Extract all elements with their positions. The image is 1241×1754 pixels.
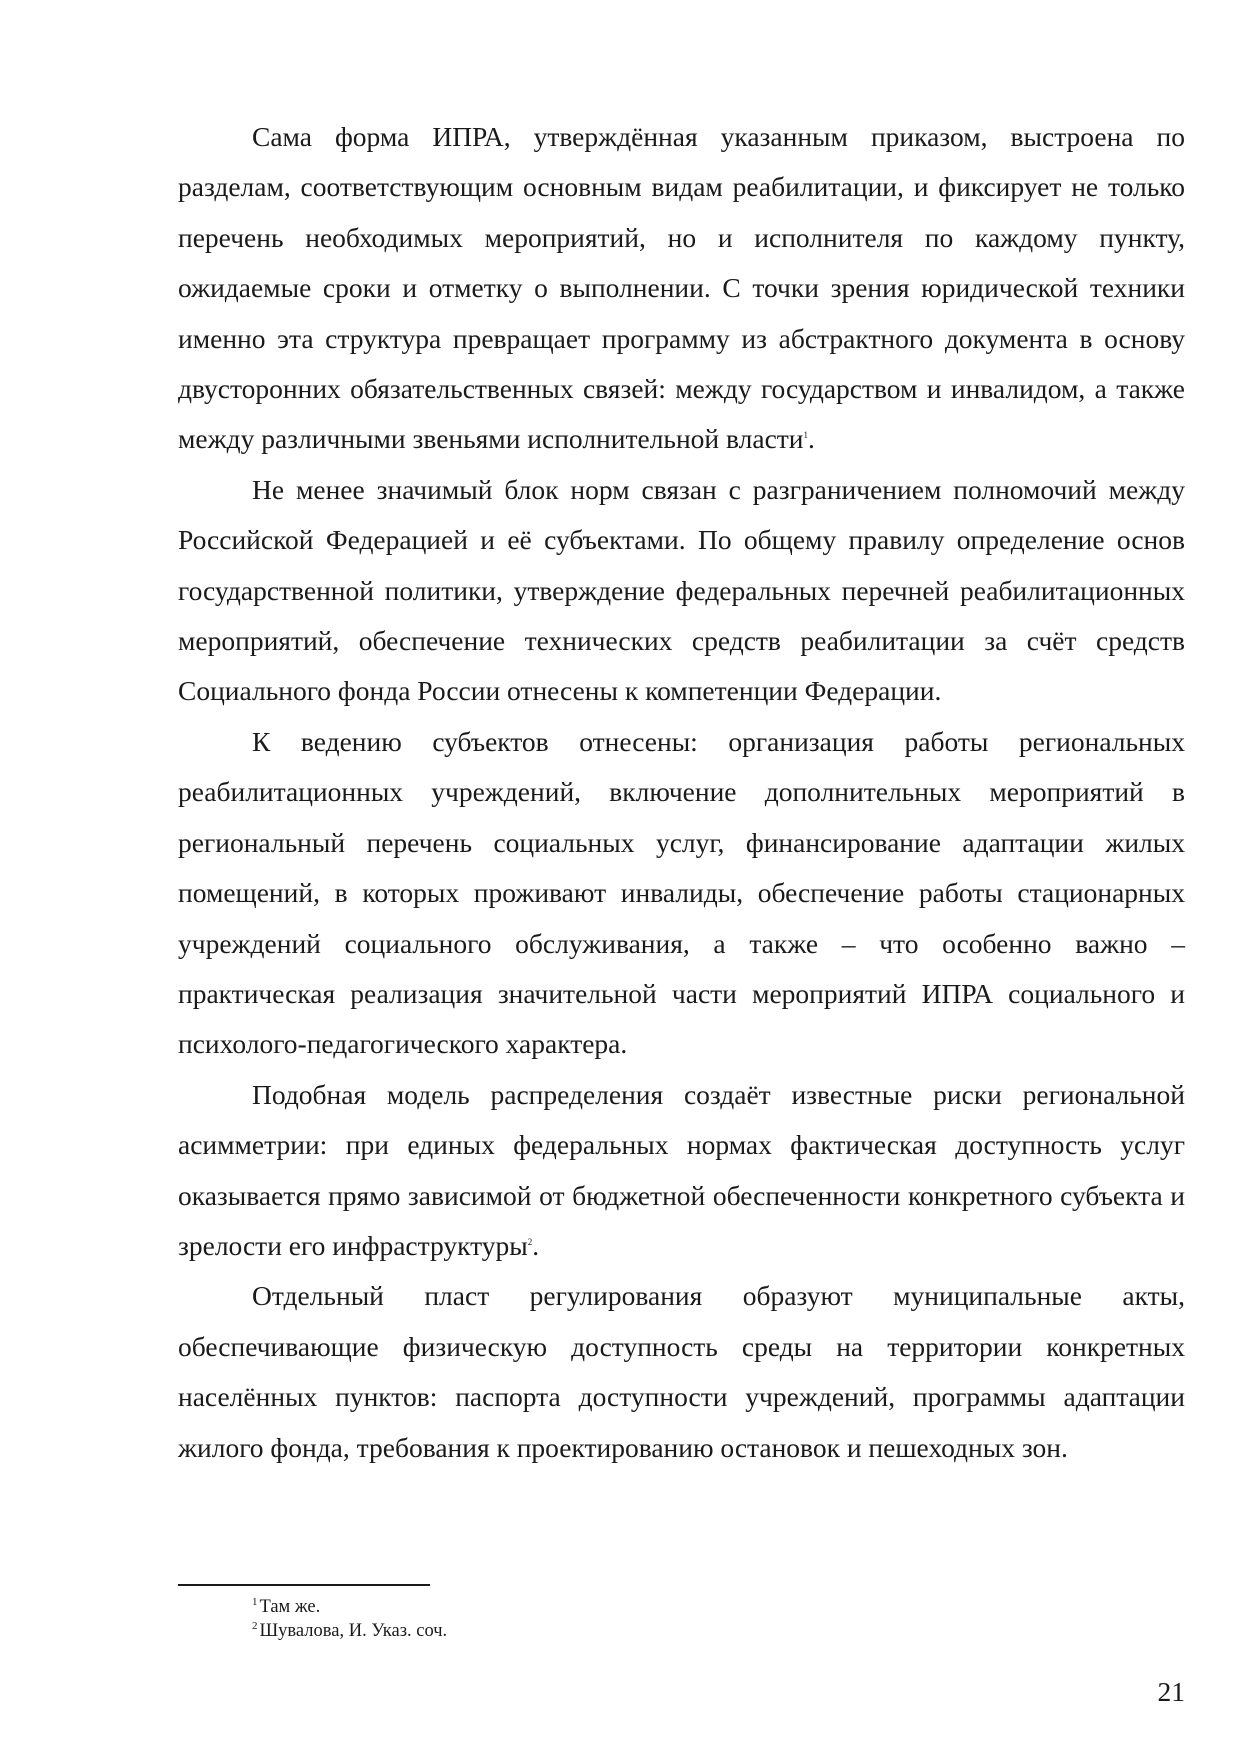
paragraph-2 bbox=[178, 465, 1185, 717]
footnote-2 bbox=[252, 1619, 1152, 1643]
footnotes bbox=[252, 1595, 1152, 1643]
paragraph-text: Отдельный пласт регулирования образуют муниципальные акты, обеспечивающие физическую доступность среды на территории конкретных населённых пунктов: паспорта доступности учреждений, программы адаптации жилого фонда, требования к проектированию остановок и пешеходных зон. bbox=[178, 1280, 1185, 1463]
footnote-1 bbox=[252, 1595, 1152, 1619]
footnote-text: Там же. bbox=[259, 1597, 321, 1617]
footnote-text: Шувалова, И. Указ. соч. bbox=[259, 1621, 448, 1641]
paragraph-1 bbox=[178, 112, 1185, 465]
paragraph-text: Сама форма ИПРА, утверждённая указанным приказом, выстроена по разделам, соответствующим основным видам реабилитации, и фиксирует не только перечень необходимых мероприятий, но и исполнителя по каждому пункту, ожидаемые сроки и отметку о выполнении. С точки зрения юридической техники именно эта структура превращает программу из абстрактного документа в основу двусторонних обязательственных связей: между государством и инвалидом, а также между различными звеньями исполнительной власти bbox=[178, 121, 1185, 455]
paragraph-4 bbox=[178, 1070, 1185, 1272]
page-number: 21 bbox=[1157, 1676, 1185, 1707]
paragraph-text: К ведению субъектов отнесены: организация работы региональных реабилитационных учреждений, включение дополнительных мероприятий в региональный перечень социальных услуг, финансирование адаптации жилых помещений, в которых проживают инвалиды, обеспечение работы стационарных учреждений социального обслуживания, а также – что особенно важно – практическая реализация значительной части мероприятий ИПРА социального и психолого-педагогического характера. bbox=[178, 725, 1185, 1060]
paragraph-tail: . bbox=[532, 1229, 540, 1261]
document-body bbox=[178, 112, 1185, 1473]
footnote-ref-2[interactable]: 2 bbox=[527, 1236, 533, 1247]
paragraph-tail: . bbox=[808, 423, 815, 455]
paragraph-text: Подобная модель распределения создаёт известные риски региональной асимметрии: при единых федеральных нормах фактическая доступность услуг оказывается прямо зависимой от бюджетной обеспеченности конкретного субъекта и зрелости его инфраструктуры bbox=[178, 1078, 1185, 1261]
paragraph-5 bbox=[178, 1271, 1185, 1473]
paragraph-3 bbox=[178, 717, 1185, 1070]
footnote-number: 2 bbox=[252, 1620, 258, 1632]
footnote-separator bbox=[178, 1584, 430, 1586]
footnote-ref-1[interactable]: 1 bbox=[803, 430, 809, 441]
footnote-number: 1 bbox=[252, 1596, 258, 1608]
paragraph-text: Не менее значимый блок норм связан с разграничением полномочий между Российской Федерацией и её субъектами. По общему правилу определение основ государственной политики, утверждение федеральных перечней реабилитационных мероприятий, обеспечение технических средств реабилитации за счёт средств Социального фонда России отнесены к компетенции Федерации. bbox=[178, 473, 1185, 707]
